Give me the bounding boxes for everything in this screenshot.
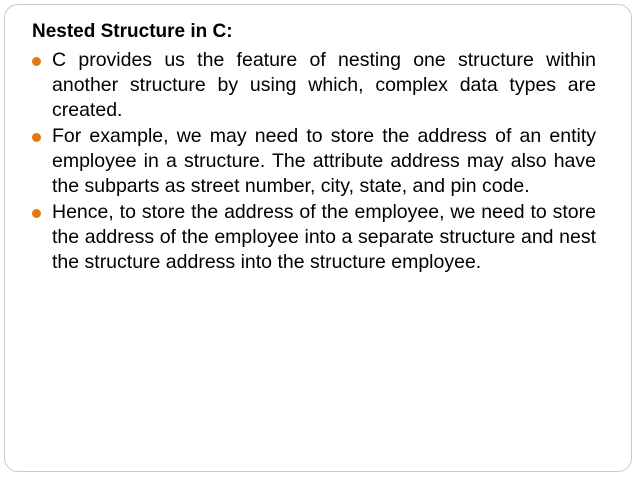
- slide-content: [30, 18, 596, 276]
- bullet-text: Hence, to store the address of the employee, we need to store the address of the employee into a separate structure and nest the structure address into the structure employee.: [52, 201, 596, 273]
- slide-title: Nested Structure in C:: [32, 21, 233, 42]
- bullet-dot-icon: [32, 57, 41, 66]
- bullet-dot-icon: [32, 133, 41, 142]
- bullet-dot-icon: [32, 209, 41, 218]
- bullet-text: For example, we may need to store the address of an entity employee in a structure. The attribute address may also have the subparts as street number, city, state, and pin code.: [52, 125, 596, 197]
- bullet-text: C provides us the feature of nesting one structure within another structure by using which, complex data types are created.: [52, 49, 596, 121]
- bullet-item: [30, 124, 596, 199]
- bullet-item: [30, 200, 596, 275]
- bullet-list: [30, 48, 596, 275]
- bullet-item: [30, 48, 596, 123]
